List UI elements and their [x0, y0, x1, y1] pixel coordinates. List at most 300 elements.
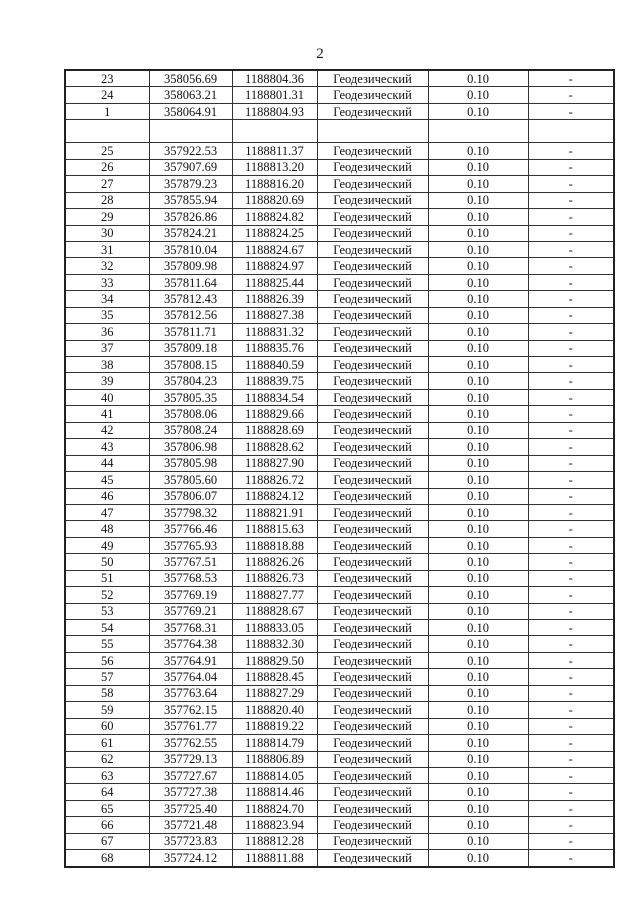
table-row — [65, 603, 614, 619]
y-coordinate-cell: 1188811.37 — [232, 143, 317, 159]
x-coordinate-cell: 357765.93 — [149, 537, 232, 553]
point-number-cell: 24 — [65, 87, 149, 103]
x-coordinate-cell: 357762.55 — [149, 735, 232, 751]
description-cell: - — [528, 521, 614, 537]
description-cell: - — [528, 735, 614, 751]
table-row — [65, 143, 614, 159]
table-row — [65, 537, 614, 553]
x-coordinate-cell: 357721.48 — [149, 817, 232, 833]
x-coordinate-cell: 357824.21 — [149, 225, 232, 241]
description-cell: - — [528, 570, 614, 586]
point-number-cell: 46 — [65, 488, 149, 504]
point-number-cell: 58 — [65, 685, 149, 701]
y-coordinate-cell: 1188828.62 — [232, 439, 317, 455]
point-number-cell: 64 — [65, 784, 149, 800]
x-coordinate-cell: 357806.07 — [149, 488, 232, 504]
description-cell: - — [528, 209, 614, 225]
x-coordinate-cell: 357767.51 — [149, 554, 232, 570]
table-row — [65, 850, 614, 867]
accuracy-cell: 0.10 — [428, 587, 528, 603]
method-cell: Геодезический — [317, 784, 428, 800]
y-coordinate-cell: 1188819.22 — [232, 718, 317, 734]
y-coordinate-cell: 1188815.63 — [232, 521, 317, 537]
method-cell: Геодезический — [317, 735, 428, 751]
description-cell: - — [528, 241, 614, 257]
accuracy-cell: 0.10 — [428, 422, 528, 438]
y-coordinate-cell: 1188804.36 — [232, 70, 317, 87]
accuracy-cell: 0.10 — [428, 702, 528, 718]
description-cell: - — [528, 307, 614, 323]
description-cell: - — [528, 70, 614, 87]
y-coordinate-cell: 1188806.89 — [232, 751, 317, 767]
description-cell: - — [528, 751, 614, 767]
y-coordinate-cell: 1188826.26 — [232, 554, 317, 570]
table-row — [65, 103, 614, 119]
method-cell: Геодезический — [317, 554, 428, 570]
description-cell: - — [528, 620, 614, 636]
accuracy-cell: 0.10 — [428, 159, 528, 175]
description-cell: - — [528, 603, 614, 619]
point-number-cell: 67 — [65, 833, 149, 849]
point-number-cell: 30 — [65, 225, 149, 241]
method-cell: Геодезический — [317, 570, 428, 586]
y-coordinate-cell — [232, 120, 317, 143]
table-row — [65, 784, 614, 800]
table-row — [65, 800, 614, 816]
table-row — [65, 570, 614, 586]
y-coordinate-cell: 1188824.25 — [232, 225, 317, 241]
table-row — [65, 735, 614, 751]
accuracy-cell: 0.10 — [428, 669, 528, 685]
table-row — [65, 455, 614, 471]
method-cell: Геодезический — [317, 455, 428, 471]
accuracy-cell: 0.10 — [428, 357, 528, 373]
table-row — [65, 389, 614, 405]
table-row — [65, 87, 614, 103]
table-row — [65, 176, 614, 192]
x-coordinate-cell: 357764.04 — [149, 669, 232, 685]
point-number-cell — [65, 120, 149, 143]
method-cell: Геодезический — [317, 87, 428, 103]
description-cell: - — [528, 143, 614, 159]
accuracy-cell: 0.10 — [428, 307, 528, 323]
y-coordinate-cell: 1188824.70 — [232, 800, 317, 816]
x-coordinate-cell: 357811.71 — [149, 324, 232, 340]
description-cell: - — [528, 504, 614, 520]
method-cell: Геодезический — [317, 209, 428, 225]
x-coordinate-cell: 357812.56 — [149, 307, 232, 323]
x-coordinate-cell: 357808.24 — [149, 422, 232, 438]
method-cell: Геодезический — [317, 652, 428, 668]
accuracy-cell: 0.10 — [428, 751, 528, 767]
y-coordinate-cell: 1188826.72 — [232, 472, 317, 488]
accuracy-cell: 0.10 — [428, 455, 528, 471]
description-cell: - — [528, 669, 614, 685]
x-coordinate-cell: 357805.35 — [149, 389, 232, 405]
method-cell: Геодезический — [317, 702, 428, 718]
point-number-cell: 39 — [65, 373, 149, 389]
y-coordinate-cell: 1188821.91 — [232, 504, 317, 520]
description-cell: - — [528, 192, 614, 208]
y-coordinate-cell: 1188825.44 — [232, 274, 317, 290]
point-number-cell: 27 — [65, 176, 149, 192]
table-row — [65, 307, 614, 323]
y-coordinate-cell: 1188827.90 — [232, 455, 317, 471]
table-row — [65, 685, 614, 701]
accuracy-cell: 0.10 — [428, 176, 528, 192]
point-number-cell: 1 — [65, 103, 149, 119]
method-cell: Геодезический — [317, 225, 428, 241]
description-cell: - — [528, 87, 614, 103]
method-cell: Геодезический — [317, 439, 428, 455]
description-cell: - — [528, 488, 614, 504]
method-cell: Геодезический — [317, 472, 428, 488]
description-cell: - — [528, 291, 614, 307]
point-number-cell: 32 — [65, 258, 149, 274]
accuracy-cell: 0.10 — [428, 833, 528, 849]
method-cell — [317, 120, 428, 143]
x-coordinate-cell: 357922.53 — [149, 143, 232, 159]
y-coordinate-cell: 1188814.79 — [232, 735, 317, 751]
table-row — [65, 422, 614, 438]
accuracy-cell: 0.10 — [428, 767, 528, 783]
point-number-cell: 56 — [65, 652, 149, 668]
x-coordinate-cell: 358063.21 — [149, 87, 232, 103]
method-cell: Геодезический — [317, 751, 428, 767]
accuracy-cell — [428, 120, 528, 143]
accuracy-cell: 0.10 — [428, 472, 528, 488]
y-coordinate-cell: 1188816.20 — [232, 176, 317, 192]
point-number-cell: 55 — [65, 636, 149, 652]
method-cell: Геодезический — [317, 373, 428, 389]
x-coordinate-cell: 357826.86 — [149, 209, 232, 225]
accuracy-cell: 0.10 — [428, 603, 528, 619]
y-coordinate-cell: 1188829.66 — [232, 406, 317, 422]
accuracy-cell: 0.10 — [428, 87, 528, 103]
method-cell: Геодезический — [317, 357, 428, 373]
table-row — [65, 718, 614, 734]
x-coordinate-cell: 357762.15 — [149, 702, 232, 718]
accuracy-cell: 0.10 — [428, 718, 528, 734]
table-row — [65, 406, 614, 422]
x-coordinate-cell: 357724.12 — [149, 850, 232, 867]
table-row — [65, 159, 614, 175]
table-row — [65, 472, 614, 488]
point-number-cell: 62 — [65, 751, 149, 767]
x-coordinate-cell: 357764.91 — [149, 652, 232, 668]
y-coordinate-cell: 1188834.54 — [232, 389, 317, 405]
description-cell: - — [528, 537, 614, 553]
x-coordinate-cell: 357761.77 — [149, 718, 232, 734]
accuracy-cell: 0.10 — [428, 735, 528, 751]
method-cell: Геодезический — [317, 389, 428, 405]
description-cell: - — [528, 554, 614, 570]
description-cell: - — [528, 472, 614, 488]
coordinates-table-body — [65, 70, 614, 867]
accuracy-cell: 0.10 — [428, 373, 528, 389]
x-coordinate-cell: 357805.60 — [149, 472, 232, 488]
accuracy-cell: 0.10 — [428, 554, 528, 570]
table-row — [65, 291, 614, 307]
description-cell: - — [528, 702, 614, 718]
method-cell: Геодезический — [317, 176, 428, 192]
point-number-cell: 42 — [65, 422, 149, 438]
y-coordinate-cell: 1188812.28 — [232, 833, 317, 849]
table-row — [65, 817, 614, 833]
description-cell: - — [528, 258, 614, 274]
x-coordinate-cell: 357768.31 — [149, 620, 232, 636]
table-row — [65, 120, 614, 143]
x-coordinate-cell: 357766.46 — [149, 521, 232, 537]
method-cell: Геодезический — [317, 833, 428, 849]
accuracy-cell: 0.10 — [428, 652, 528, 668]
table-row — [65, 192, 614, 208]
method-cell: Геодезический — [317, 850, 428, 867]
x-coordinate-cell: 357809.98 — [149, 258, 232, 274]
y-coordinate-cell: 1188813.20 — [232, 159, 317, 175]
point-number-cell: 61 — [65, 735, 149, 751]
table-row — [65, 620, 614, 636]
table-row — [65, 258, 614, 274]
method-cell: Геодезический — [317, 800, 428, 816]
x-coordinate-cell: 358064.91 — [149, 103, 232, 119]
y-coordinate-cell: 1188827.38 — [232, 307, 317, 323]
y-coordinate-cell: 1188818.88 — [232, 537, 317, 553]
point-number-cell: 38 — [65, 357, 149, 373]
description-cell: - — [528, 422, 614, 438]
point-number-cell: 33 — [65, 274, 149, 290]
table-row — [65, 274, 614, 290]
point-number-cell: 50 — [65, 554, 149, 570]
accuracy-cell: 0.10 — [428, 784, 528, 800]
point-number-cell: 41 — [65, 406, 149, 422]
accuracy-cell: 0.10 — [428, 70, 528, 87]
x-coordinate-cell: 357798.32 — [149, 504, 232, 520]
y-coordinate-cell: 1188829.50 — [232, 652, 317, 668]
accuracy-cell: 0.10 — [428, 439, 528, 455]
point-number-cell: 26 — [65, 159, 149, 175]
description-cell: - — [528, 636, 614, 652]
description-cell: - — [528, 817, 614, 833]
accuracy-cell: 0.10 — [428, 324, 528, 340]
accuracy-cell: 0.10 — [428, 192, 528, 208]
y-coordinate-cell: 1188824.97 — [232, 258, 317, 274]
table-row — [65, 373, 614, 389]
x-coordinate-cell: 357812.43 — [149, 291, 232, 307]
accuracy-cell: 0.10 — [428, 241, 528, 257]
method-cell: Геодезический — [317, 685, 428, 701]
point-number-cell: 68 — [65, 850, 149, 867]
description-cell: - — [528, 324, 614, 340]
description-cell: - — [528, 439, 614, 455]
table-row — [65, 751, 614, 767]
accuracy-cell: 0.10 — [428, 685, 528, 701]
y-coordinate-cell: 1188840.59 — [232, 357, 317, 373]
accuracy-cell: 0.10 — [428, 537, 528, 553]
y-coordinate-cell: 1188831.32 — [232, 324, 317, 340]
x-coordinate-cell: 357764.38 — [149, 636, 232, 652]
y-coordinate-cell: 1188833.05 — [232, 620, 317, 636]
point-number-cell: 60 — [65, 718, 149, 734]
method-cell: Геодезический — [317, 274, 428, 290]
method-cell: Геодезический — [317, 620, 428, 636]
x-coordinate-cell: 357809.18 — [149, 340, 232, 356]
method-cell: Геодезический — [317, 422, 428, 438]
method-cell: Геодезический — [317, 587, 428, 603]
table-row — [65, 241, 614, 257]
x-coordinate-cell: 357810.04 — [149, 241, 232, 257]
x-coordinate-cell: 357806.98 — [149, 439, 232, 455]
point-number-cell: 23 — [65, 70, 149, 87]
point-number-cell: 44 — [65, 455, 149, 471]
x-coordinate-cell — [149, 120, 232, 143]
point-number-cell: 28 — [65, 192, 149, 208]
coordinates-table — [64, 69, 615, 868]
y-coordinate-cell: 1188814.05 — [232, 767, 317, 783]
table-row — [65, 652, 614, 668]
y-coordinate-cell: 1188820.40 — [232, 702, 317, 718]
description-cell: - — [528, 389, 614, 405]
y-coordinate-cell: 1188826.73 — [232, 570, 317, 586]
description-cell — [528, 120, 614, 143]
table-row — [65, 340, 614, 356]
table-row — [65, 488, 614, 504]
description-cell: - — [528, 685, 614, 701]
description-cell: - — [528, 784, 614, 800]
y-coordinate-cell: 1188824.12 — [232, 488, 317, 504]
accuracy-cell: 0.10 — [428, 488, 528, 504]
x-coordinate-cell: 357907.69 — [149, 159, 232, 175]
table-row — [65, 636, 614, 652]
description-cell: - — [528, 340, 614, 356]
x-coordinate-cell: 357723.83 — [149, 833, 232, 849]
method-cell: Геодезический — [317, 488, 428, 504]
point-number-cell: 63 — [65, 767, 149, 783]
accuracy-cell: 0.10 — [428, 209, 528, 225]
accuracy-cell: 0.10 — [428, 406, 528, 422]
point-number-cell: 51 — [65, 570, 149, 586]
table-row — [65, 669, 614, 685]
accuracy-cell: 0.10 — [428, 521, 528, 537]
y-coordinate-cell: 1188824.67 — [232, 241, 317, 257]
accuracy-cell: 0.10 — [428, 850, 528, 867]
x-coordinate-cell: 357808.06 — [149, 406, 232, 422]
description-cell: - — [528, 274, 614, 290]
y-coordinate-cell: 1188811.88 — [232, 850, 317, 867]
point-number-cell: 54 — [65, 620, 149, 636]
method-cell: Геодезический — [317, 521, 428, 537]
table-row — [65, 702, 614, 718]
x-coordinate-cell: 357811.64 — [149, 274, 232, 290]
x-coordinate-cell: 357768.53 — [149, 570, 232, 586]
point-number-cell: 48 — [65, 521, 149, 537]
accuracy-cell: 0.10 — [428, 504, 528, 520]
accuracy-cell: 0.10 — [428, 800, 528, 816]
method-cell: Геодезический — [317, 103, 428, 119]
point-number-cell: 35 — [65, 307, 149, 323]
y-coordinate-cell: 1188828.69 — [232, 422, 317, 438]
point-number-cell: 57 — [65, 669, 149, 685]
method-cell: Геодезический — [317, 258, 428, 274]
method-cell: Геодезический — [317, 307, 428, 323]
y-coordinate-cell: 1188828.45 — [232, 669, 317, 685]
x-coordinate-cell: 357855.94 — [149, 192, 232, 208]
x-coordinate-cell: 357769.21 — [149, 603, 232, 619]
method-cell: Геодезический — [317, 817, 428, 833]
accuracy-cell: 0.10 — [428, 620, 528, 636]
y-coordinate-cell: 1188826.39 — [232, 291, 317, 307]
accuracy-cell: 0.10 — [428, 103, 528, 119]
table-row — [65, 357, 614, 373]
point-number-cell: 52 — [65, 587, 149, 603]
description-cell: - — [528, 225, 614, 241]
point-number-cell: 43 — [65, 439, 149, 455]
y-coordinate-cell: 1188827.29 — [232, 685, 317, 701]
table-row — [65, 70, 614, 87]
method-cell: Геодезический — [317, 192, 428, 208]
accuracy-cell: 0.10 — [428, 570, 528, 586]
description-cell: - — [528, 850, 614, 867]
accuracy-cell: 0.10 — [428, 258, 528, 274]
method-cell: Геодезический — [317, 70, 428, 87]
x-coordinate-cell: 357725.40 — [149, 800, 232, 816]
method-cell: Геодезический — [317, 324, 428, 340]
accuracy-cell: 0.10 — [428, 143, 528, 159]
point-number-cell: 66 — [65, 817, 149, 833]
y-coordinate-cell: 1188835.76 — [232, 340, 317, 356]
method-cell: Геодезический — [317, 636, 428, 652]
x-coordinate-cell: 357727.67 — [149, 767, 232, 783]
method-cell: Геодезический — [317, 340, 428, 356]
method-cell: Геодезический — [317, 291, 428, 307]
accuracy-cell: 0.10 — [428, 340, 528, 356]
description-cell: - — [528, 652, 614, 668]
point-number-cell: 49 — [65, 537, 149, 553]
point-number-cell: 53 — [65, 603, 149, 619]
x-coordinate-cell: 357804.23 — [149, 373, 232, 389]
point-number-cell: 45 — [65, 472, 149, 488]
method-cell: Геодезический — [317, 143, 428, 159]
method-cell: Геодезический — [317, 159, 428, 175]
point-number-cell: 47 — [65, 504, 149, 520]
x-coordinate-cell: 357879.23 — [149, 176, 232, 192]
x-coordinate-cell: 357727.38 — [149, 784, 232, 800]
point-number-cell: 25 — [65, 143, 149, 159]
description-cell: - — [528, 833, 614, 849]
description-cell: - — [528, 455, 614, 471]
table-row — [65, 225, 614, 241]
y-coordinate-cell: 1188820.69 — [232, 192, 317, 208]
point-number-cell: 40 — [65, 389, 149, 405]
y-coordinate-cell: 1188828.67 — [232, 603, 317, 619]
table-row — [65, 324, 614, 340]
accuracy-cell: 0.10 — [428, 225, 528, 241]
y-coordinate-cell: 1188839.75 — [232, 373, 317, 389]
description-cell: - — [528, 103, 614, 119]
y-coordinate-cell: 1188804.93 — [232, 103, 317, 119]
description-cell: - — [528, 587, 614, 603]
table-row — [65, 521, 614, 537]
table-row — [65, 554, 614, 570]
point-number-cell: 29 — [65, 209, 149, 225]
table-row — [65, 767, 614, 783]
y-coordinate-cell: 1188801.31 — [232, 87, 317, 103]
y-coordinate-cell: 1188814.46 — [232, 784, 317, 800]
point-number-cell: 59 — [65, 702, 149, 718]
method-cell: Геодезический — [317, 504, 428, 520]
description-cell: - — [528, 767, 614, 783]
x-coordinate-cell: 357808.15 — [149, 357, 232, 373]
